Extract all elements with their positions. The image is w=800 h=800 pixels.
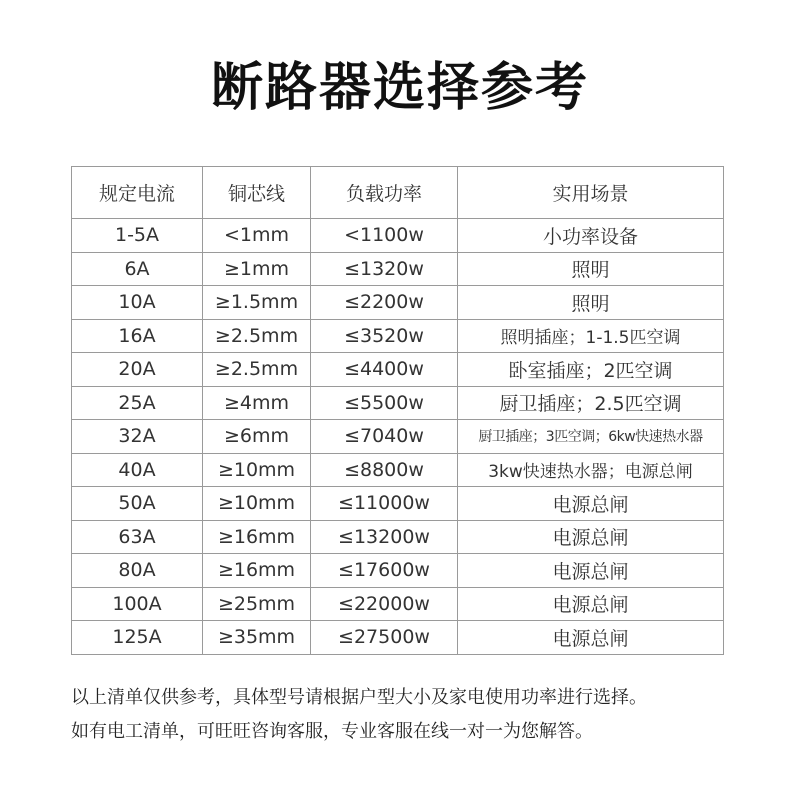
table-row <box>72 219 724 253</box>
table-row <box>72 319 724 353</box>
cell-load-power: ≤17600w <box>311 554 458 588</box>
breaker-spec-table <box>71 166 724 655</box>
cell-copper-wire: ≥25mm <box>203 587 311 621</box>
header-load-power: 负载功率 <box>311 167 458 219</box>
cell-load-power: ≤27500w <box>311 621 458 655</box>
cell-copper-wire: ≥16mm <box>203 520 311 554</box>
cell-usage-scenario: 电源总闸 <box>458 554 724 588</box>
cell-copper-wire: ≥35mm <box>203 621 311 655</box>
table-row <box>72 386 724 420</box>
header-rated-current: 规定电流 <box>72 167 203 219</box>
cell-rated-current: 50A <box>72 487 203 521</box>
cell-copper-wire: ≥4mm <box>203 386 311 420</box>
cell-copper-wire: ≥16mm <box>203 554 311 588</box>
cell-copper-wire: ≥1.5mm <box>203 286 311 320</box>
header-copper-wire: 铜芯线 <box>203 167 311 219</box>
cell-rated-current: 1-5A <box>72 219 203 253</box>
cell-usage-scenario: 厨卫插座；2.5匹空调 <box>458 386 724 420</box>
cell-copper-wire: ≥1mm <box>203 252 311 286</box>
table-row <box>72 252 724 286</box>
cell-rated-current: 6A <box>72 252 203 286</box>
table-row <box>72 520 724 554</box>
note-line: 如有电工清单，可旺旺咨询客服，专业客服在线一对一为您解答。 <box>71 721 593 742</box>
table-row <box>72 587 724 621</box>
cell-rated-current: 80A <box>72 554 203 588</box>
table-row <box>72 353 724 387</box>
cell-usage-scenario: 电源总闸 <box>458 621 724 655</box>
cell-usage-scenario: 3kw快速热水器；电源总闸 <box>458 453 724 487</box>
cell-rated-current: 100A <box>72 587 203 621</box>
cell-rated-current: 32A <box>72 420 203 454</box>
cell-copper-wire: ≥2.5mm <box>203 353 311 387</box>
cell-copper-wire: <1mm <box>203 219 311 253</box>
cell-usage-scenario: 电源总闸 <box>458 520 724 554</box>
note-line: 以上清单仅供参考，具体型号请根据户型大小及家电使用功率进行选择。 <box>71 687 647 708</box>
table-row <box>72 420 724 454</box>
cell-load-power: ≤22000w <box>311 587 458 621</box>
cell-rated-current: 63A <box>72 520 203 554</box>
cell-load-power: ≤7040w <box>311 420 458 454</box>
notes <box>71 681 761 749</box>
cell-load-power: ≤4400w <box>311 353 458 387</box>
table-header-row <box>72 167 724 219</box>
cell-usage-scenario: 电源总闸 <box>458 587 724 621</box>
cell-usage-scenario: 照明插座；1-1.5匹空调 <box>458 319 724 353</box>
cell-load-power: <1100w <box>311 219 458 253</box>
cell-load-power: ≤2200w <box>311 286 458 320</box>
table-row <box>72 487 724 521</box>
cell-usage-scenario: 小功率设备 <box>458 219 724 253</box>
cell-rated-current: 20A <box>72 353 203 387</box>
table-row <box>72 554 724 588</box>
cell-load-power: ≤8800w <box>311 453 458 487</box>
cell-usage-scenario: 照明 <box>458 286 724 320</box>
cell-usage-scenario: 照明 <box>458 252 724 286</box>
cell-usage-scenario: 厨卫插座；3匹空调；6kw快速热水器 <box>458 420 724 454</box>
table-row <box>72 621 724 655</box>
cell-copper-wire: ≥2.5mm <box>203 319 311 353</box>
cell-copper-wire: ≥10mm <box>203 453 311 487</box>
cell-usage-scenario: 卧室插座；2匹空调 <box>458 353 724 387</box>
page-title: 断路器选择参考 <box>210 58 589 118</box>
cell-rated-current: 25A <box>72 386 203 420</box>
cell-rated-current: 16A <box>72 319 203 353</box>
cell-load-power: ≤5500w <box>311 386 458 420</box>
cell-usage-scenario: 电源总闸 <box>458 487 724 521</box>
cell-load-power: ≤1320w <box>311 252 458 286</box>
header-usage-scenario: 实用场景 <box>458 167 724 219</box>
cell-load-power: ≤3520w <box>311 319 458 353</box>
cell-copper-wire: ≥6mm <box>203 420 311 454</box>
cell-rated-current: 125A <box>72 621 203 655</box>
cell-copper-wire: ≥10mm <box>203 487 311 521</box>
cell-rated-current: 10A <box>72 286 203 320</box>
cell-rated-current: 40A <box>72 453 203 487</box>
cell-load-power: ≤13200w <box>311 520 458 554</box>
cell-load-power: ≤11000w <box>311 487 458 521</box>
table-row <box>72 453 724 487</box>
table-row <box>72 286 724 320</box>
